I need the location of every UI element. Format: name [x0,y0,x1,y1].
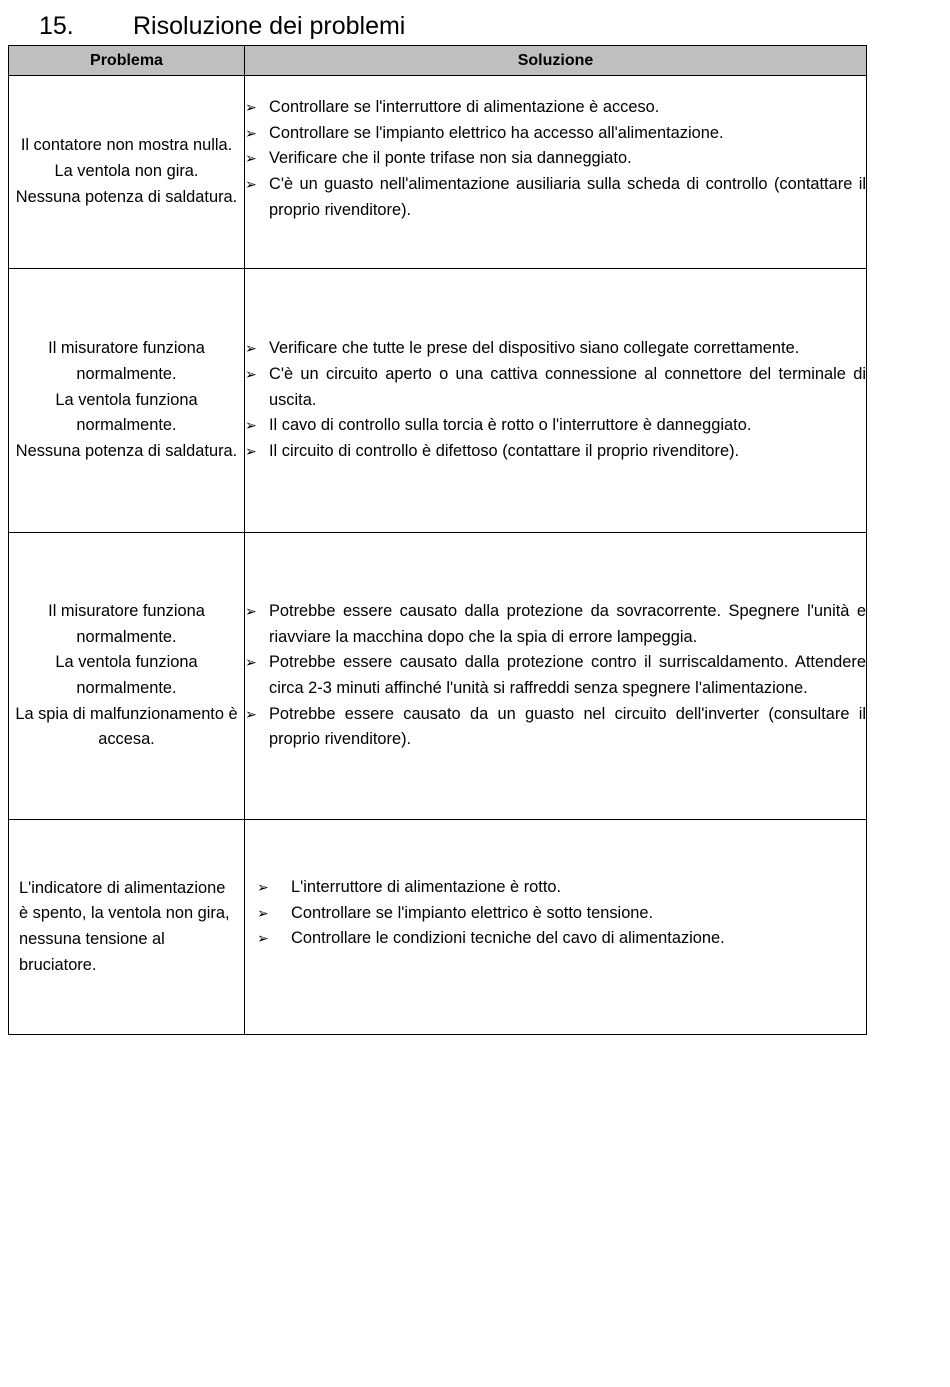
problem-cell [9,269,245,533]
solution-list [255,875,866,952]
solution-text: L'interruttore di alimentazione è rotto. [291,878,562,896]
solution-text: Verificare che il ponte trifase non sia danneggiato. [269,149,632,168]
solution-cell [245,269,867,533]
problem-cell [9,533,245,820]
solution-text: C'è un guasto nell'alimentazione ausiliaria sulla scheda di controllo (contattare il proprio rivenditore). [269,175,866,219]
solution-text: Potrebbe essere causato dalla protezione da sovracorrente. Spegnere l'unità e riavviare la macchina dopo che la spia di errore lampeggia. [269,601,866,646]
solution-item [255,901,866,927]
solution-item [255,926,866,952]
arrowhead-bullet-icon: ➢ [245,417,257,434]
arrowhead-bullet-icon: ➢ [245,340,257,357]
table-row [9,76,867,269]
solution-text: Controllare se l'impianto elettrico è sotto tensione. [291,903,654,922]
problem-line: La ventola non gira. [54,162,199,181]
solution-item [245,146,866,172]
problem-line: Nessuna potenza di saldatura. [15,442,238,461]
section-number: 15. [39,12,74,40]
solution-item [245,121,866,147]
problem-line: L'indicatore di alimentazione è spento, la ventola non gira, nessuna tensione al bruciatore. [19,878,230,974]
problem-line: Nessuna potenza di saldatura. [15,187,238,206]
solution-cell [245,76,867,269]
table-body [9,76,867,1035]
solution-text: Il cavo di controllo sulla torcia è rotto o l'interruttore è danneggiato. [269,416,752,435]
arrowhead-bullet-icon: ➢ [245,150,257,167]
arrowhead-bullet-icon: ➢ [245,176,257,193]
problem-line: La ventola funziona normalmente. [55,390,198,435]
table-row [9,269,867,533]
arrowhead-bullet-icon: ➢ [245,99,257,115]
problem-line: Il misuratore funziona normalmente. [48,601,205,646]
arrowhead-bullet-icon: ➢ [245,443,257,460]
solution-item [245,702,866,753]
arrowhead-bullet-icon: ➢ [245,124,257,141]
table-row [9,533,867,820]
solution-text: Potrebbe essere causato da un guasto nel circuito dell'inverter (consultare il proprio rivenditore). [269,704,866,749]
header-problem: Problema [9,46,245,76]
solution-text: C'è un circuito aperto o una cattiva connessione al connettore del terminale di uscita. [269,364,866,409]
troubleshooting-table [8,45,867,1035]
solution-item [245,336,866,362]
problem-line: La spia di malfunzionamento è accesa. [15,704,238,749]
solution-list [245,95,866,224]
arrowhead-bullet-icon: ➢ [245,654,257,671]
arrowhead-bullet-icon: ➢ [257,879,269,895]
table-header-row [9,46,867,76]
solution-item [245,599,866,650]
section-heading [39,8,405,44]
solution-text: Verificare che tutte le prese del dispositivo siano collegate correttamente. [269,339,800,358]
arrowhead-bullet-icon: ➢ [257,930,269,947]
arrowhead-bullet-icon: ➢ [245,365,257,382]
header-solution: Soluzione [245,46,867,76]
solution-text: Controllare se l'interruttore di alimentazione è acceso. [269,98,660,116]
arrowhead-bullet-icon: ➢ [245,705,257,722]
arrowhead-bullet-icon: ➢ [245,602,257,619]
solution-list [245,336,866,465]
solution-item [245,650,866,701]
problem-cell [9,76,245,269]
arrowhead-bullet-icon: ➢ [257,904,269,921]
solution-cell [245,820,867,1035]
solution-item [245,439,866,465]
problem-cell [9,820,245,1035]
problem-line: La ventola funziona normalmente. [55,653,198,697]
solution-item [245,362,866,413]
section-title: Risoluzione dei problemi [133,12,406,40]
solution-text: Potrebbe essere causato dalla protezione contro il surriscaldamento. Attendere circa 2-3 minuti affinché l'unità si raffreddi senza spegnere l'alimentazione. [269,653,866,697]
solution-list [245,599,866,753]
solution-text: Controllare se l'impianto elettrico ha accesso all'alimentazione. [269,123,724,142]
solution-item [245,413,866,439]
solution-item [255,875,866,901]
table-row [9,820,867,1035]
solution-item [245,172,866,223]
solution-text: Il circuito di controllo è difettoso (contattare il proprio rivenditore). [269,442,740,461]
solution-item [245,95,866,121]
problem-line: Il contatore non mostra nulla. [20,136,233,155]
solution-text: Controllare le condizioni tecniche del cavo di alimentazione. [291,929,725,948]
solution-cell [245,533,867,820]
problem-line: Il misuratore funziona normalmente. [48,339,205,383]
